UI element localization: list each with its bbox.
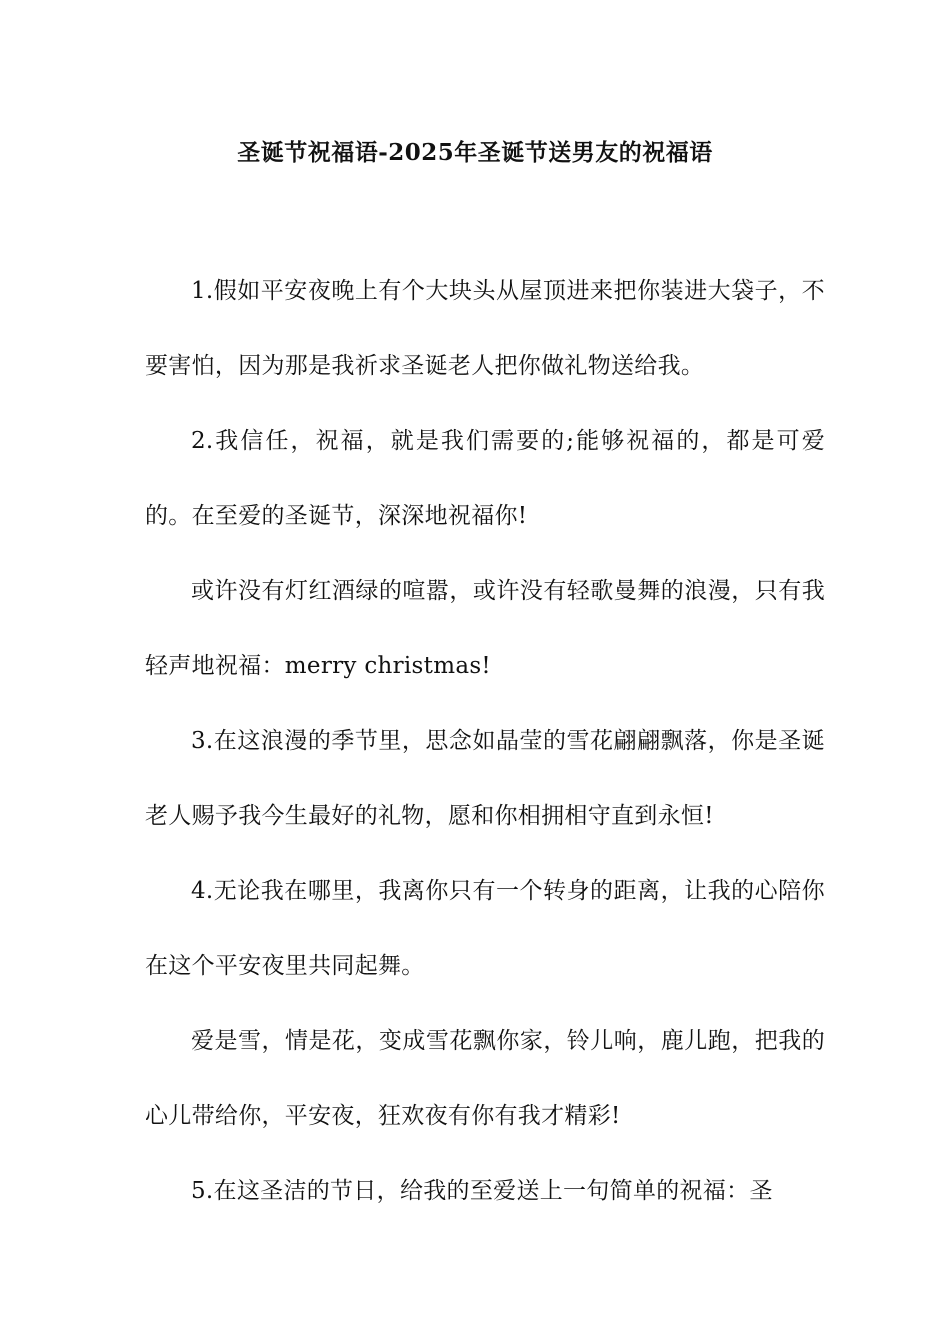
paragraph-3: 或许没有灯红酒绿的喧嚣，或许没有轻歌曼舞的浪漫，只有我轻声地祝福：merry christmas! xyxy=(145,578,825,679)
paragraph-4: 3.在这浪漫的季节里，思念如晶莹的雪花翩翩飘落，你是圣诞老人赐予我今生最好的礼物，愿和你相拥相守直到永恒! xyxy=(145,728,825,829)
paragraph-2: 2.我信任，祝福，就是我们需要的;能够祝福的，都是可爱的。在至爱的圣诞节，深深地祝福你! xyxy=(145,428,825,529)
document-body xyxy=(145,254,825,1229)
paragraph-5: 4.无论我在哪里，我离你只有一个转身的距离，让我的心陪你在这个平安夜里共同起舞。 xyxy=(145,878,825,979)
paragraph-7: 5.在这圣洁的节日，给我的至爱送上一句简单的祝福：圣 xyxy=(191,1178,773,1204)
document-title: 圣诞节祝福语-2025年圣诞节送男友的祝福语 xyxy=(237,139,713,166)
paragraph-1: 1.假如平安夜晚上有个大块头从屋顶进来把你装进大袋子，不要害怕，因为那是我祈求圣诞老人把你做礼物送给我。 xyxy=(145,278,825,379)
paragraph-6: 爱是雪，情是花，变成雪花飘你家，铃儿响，鹿儿跑，把我的心儿带给你，平安夜，狂欢夜有你有我才精彩! xyxy=(145,1028,825,1129)
